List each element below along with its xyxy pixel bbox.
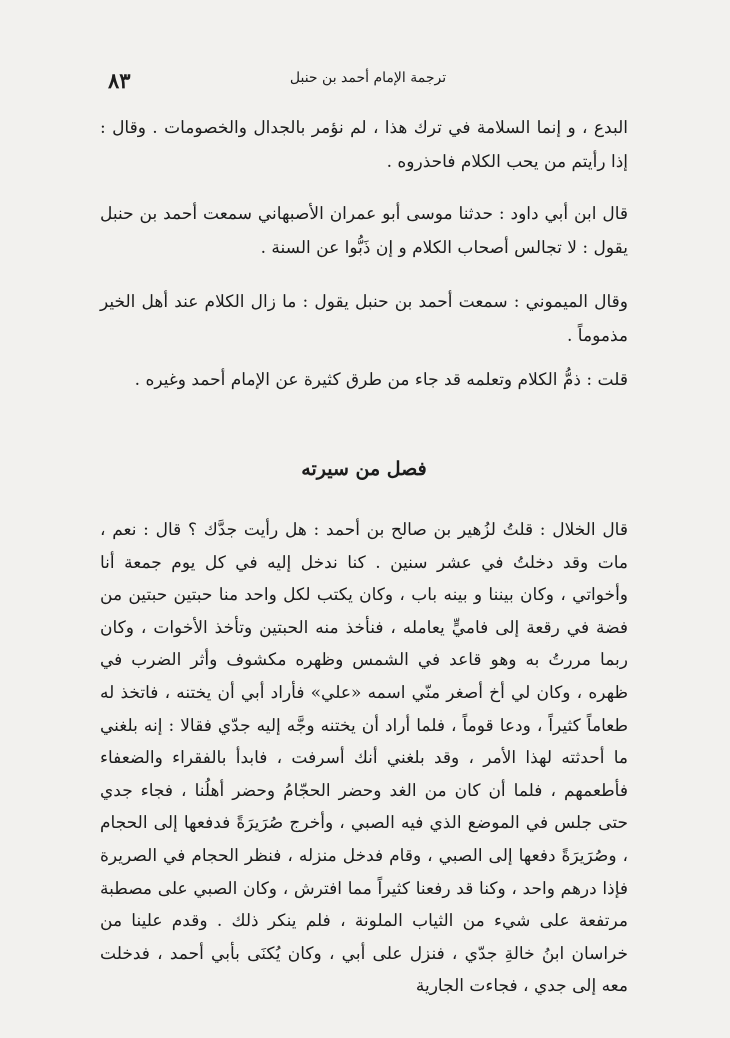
section-body: قال الخلال : قلتُ لزُهير بن صالح بن أحمد : هل رأيت جدَّك ؟ قال : نعم ، مات وقد دخلتُ في عشر سنين . كنا ندخل إليه في كل يوم جمعة أنا وأخواتي ، وكان بيننا و بينه باب ، وكان يكتب لكل واحد منا حبتين حبتين من فضة في رقعة إلى فاميٍّ يعامله ، فنأخذ منه الحبتين وتأخذ الأخوات ، وكان ربما مررتُ به وهو قاعد في الشمس وظهره مكشوف وأثر الضرب في ظهره ، وكان لي أخ أصغر منّي اسمه «علي» فأراد أبي أن يختنه ، فاتخذ له طعاماً كثيراً ، ودعا قوماً ، فلما أراد أن يختنه وجَّه إليه جدّي فقالا : إنه بلغني ما أحدثته لهذا الأمر ، وقد بلغني أنك أسرفت ، فابدأ بالفقراء والضعفاء فأطعمهم ، فلما أن كان من الغد وحضر الحجّامُ وحضر أهلُنا ، فجاء جدي حتى جلس في الموضع الذي فيه الصبي ، وأخرج صُرَيرَةً فدفعها إلى الحجام ، وصُرَيرَةً دفعها إلى الصبي ، وقام فدخل منزله ، فنظر الحجام في الصريرة فإذا درهم واحد ، وكنا قد رفعنا كثيراً مما افترش ، وكان الصبي على مصطبة مرتفعة على شيء من الثياب الملونة ، فلم ينكر ذلك . وقدم علينا من خراسان ابنُ خالةِ جدّي ، فنزل على أبي ، وكان يُكنَى بأبي أحمد ، فدخلت معه إلى جدي ، فجاءت الجارية <box>100 520 628 997</box>
running-title: ترجمة الإمام أحمد بن حنبل <box>289 70 447 86</box>
running-header <box>108 68 628 92</box>
paragraph-3: وقال الميموني : سمعت أحمد بن حنبل يقول : ما زال الكلام عند أهل الخير مذموماً . <box>100 292 628 346</box>
paragraph-1: البدع ، و إنما السلامة في ترك هذا ، لم نؤمر بالجدال والخصومات . وقال : إذا رأيتم من يحب الكلام فاحذروه . <box>100 118 629 172</box>
section-heading: فصل من سيرته <box>301 458 427 480</box>
page-number: ٨٣ <box>108 68 131 93</box>
paragraph-2: قال ابن أبي داود : حدثنا موسى أبو عمران الأصبهاني سمعت أحمد بن حنبل يقول : لا تجالس أصحاب الكلام و إن ذَبُّوا عن السنة . <box>100 204 628 258</box>
paragraph-4: قلت : ذمُّ الكلام وتعلمه قد جاء من طرق كثيرة عن الإمام أحمد وغيره . <box>134 370 628 390</box>
